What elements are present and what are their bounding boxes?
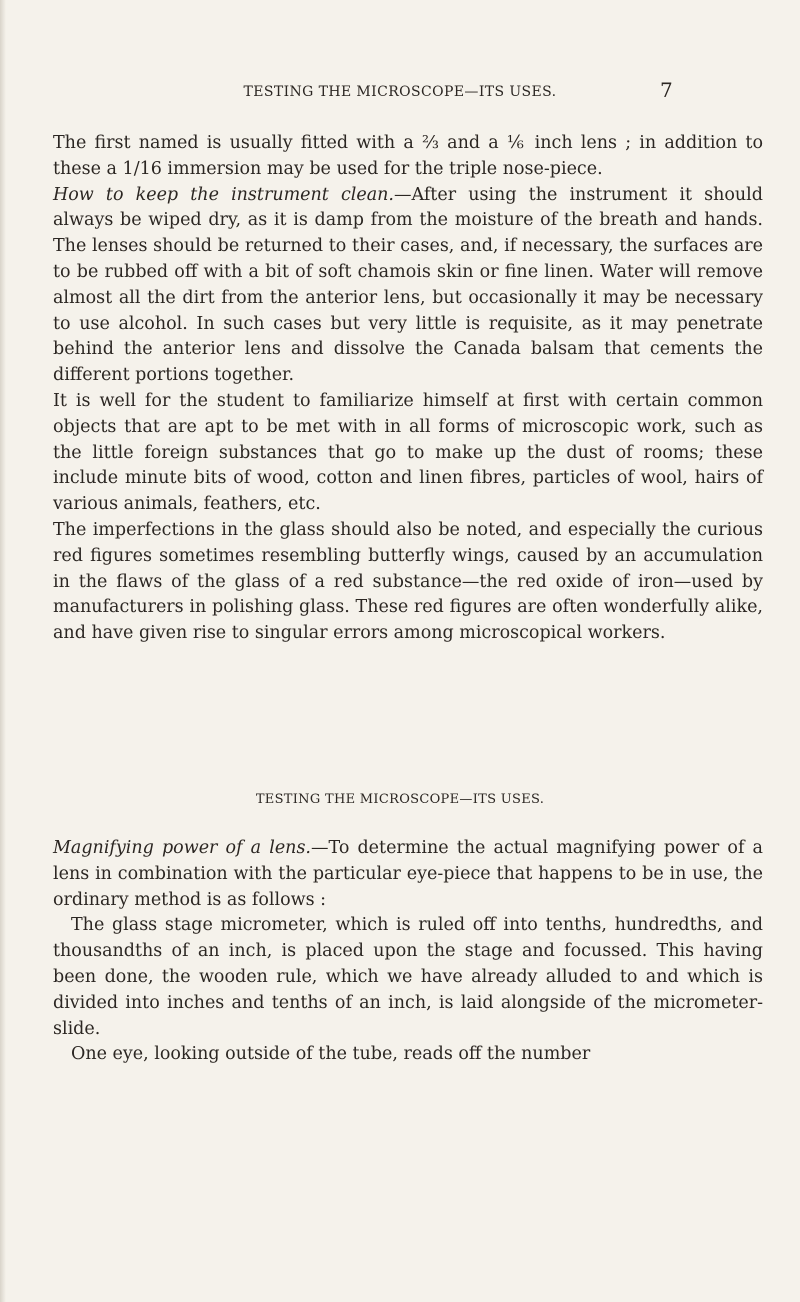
paragraph-clean-title: How to keep the instrument clean. [53, 184, 394, 205]
paragraph-clean-body: —After using the instrument it should always be wiped dry, as it is damp from the moisture of the breath and hands. The lenses should be returned to their cases, and, if necessary, the surfaces are to be rubbed off with a bit of soft chamois skin or fine linen. Water will remove almost all the dirt from the anterior lens, but occasionally it may be necessary to use alcohol. In such cases but very little is requisite, as it may penetrate behind the anterior lens and dissolve the Canada balsam that cements the different portions together. [53, 184, 763, 386]
running-head-title: TESTING THE MICROSCOPE—ITS USES. [243, 84, 557, 100]
paragraph-micrometer: The glass stage micrometer, which is ruled off into tenths, hundredths, and thousandths of an inch, is placed upon the stage and focussed. This having been done, the wooden rule, which we have already alluded to and which is divided into inches and tenths of an inch, is laid alongside of the micrometer-slide. [53, 915, 763, 1039]
body-text-part-1 [53, 131, 763, 647]
page-number: 7 [660, 78, 674, 102]
paragraph-common-objects: It is well for the student to familiarize himself at first with certain common objects that are apt to be met with in all forms of microscopic work, such as the little foreign substances that go to make up the dust of rooms; these include minute bits of wood, cotton and linen fibres, particles of wool, hairs of various animals, feathers, etc. [53, 390, 763, 515]
paragraph-lenses: The first named is usually fitted with a ⅔ and a ⅙ inch lens ; in addition to these a 1/16 immersion may be used for the triple nose-piece. [53, 133, 763, 179]
paragraph-magnifying-body: —To determine the actual magnifying power of a lens in combination with the particular eye-piece that happens to be in use, the ordinary method is as follows : [53, 838, 763, 910]
paragraph-magnifying-title: Magnifying power of a lens. [53, 838, 311, 858]
paragraph-one-eye: One eye, looking outside of the tube, reads off the number [71, 1044, 591, 1065]
paragraph-magnifying [53, 836, 763, 913]
paragraph-imperfections: The imperfections in the glass should also be noted, and especially the curious red figures sometimes resembling butterfly wings, caused by an accumulation in the flaws of the glass of a red substance—the red oxide of iron—used by manufacturers in polishing glass. These red figures are often wonderfully alike, and have given rise to singular errors among microscopical workers. [53, 519, 763, 644]
paragraph-clean [53, 183, 763, 389]
page-edge [0, 0, 6, 1302]
section-heading: TESTING THE MICROSCOPE—ITS USES. [255, 792, 545, 807]
body-text-part-2 [53, 836, 763, 1068]
